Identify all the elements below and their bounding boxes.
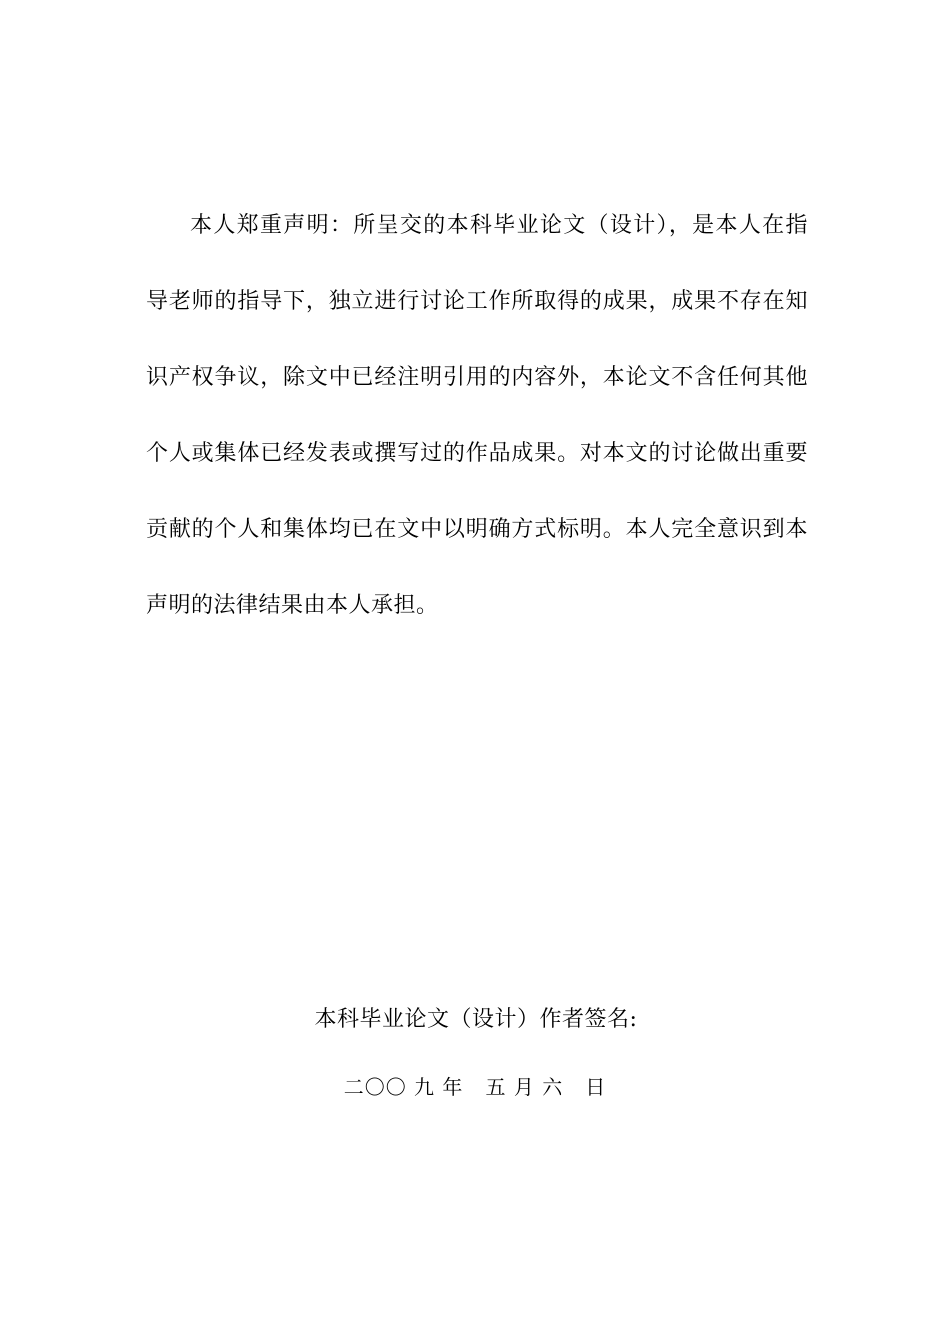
declaration-line: 导老师的指导下，独立进行讨论工作所取得的成果，成果不存在知 xyxy=(146,289,808,314)
declaration-line: 本人郑重声明：所呈交的本科毕业论文（设计），是本人在指 xyxy=(190,213,808,238)
author-signature-label: 本科毕业论文（设计）作者签名: xyxy=(314,1007,638,1032)
signature-date: 二〇〇 九 年 五 月 六 日 xyxy=(343,1075,607,1099)
declaration-line: 贡献的个人和集体均已在文中以明确方式标明。本人完全意识到本 xyxy=(146,517,808,542)
declaration-line: 声明的法律结果由本人承担。 xyxy=(146,593,439,618)
declaration-line: 个人或集体已经发表或撰写过的作品成果。对本文的讨论做出重要 xyxy=(146,441,808,466)
declaration-line: 识产权争议，除文中已经注明引用的内容外，本论文不含任何其他 xyxy=(146,365,808,390)
declaration-paragraph xyxy=(146,206,808,662)
signature-block xyxy=(0,1000,950,1104)
